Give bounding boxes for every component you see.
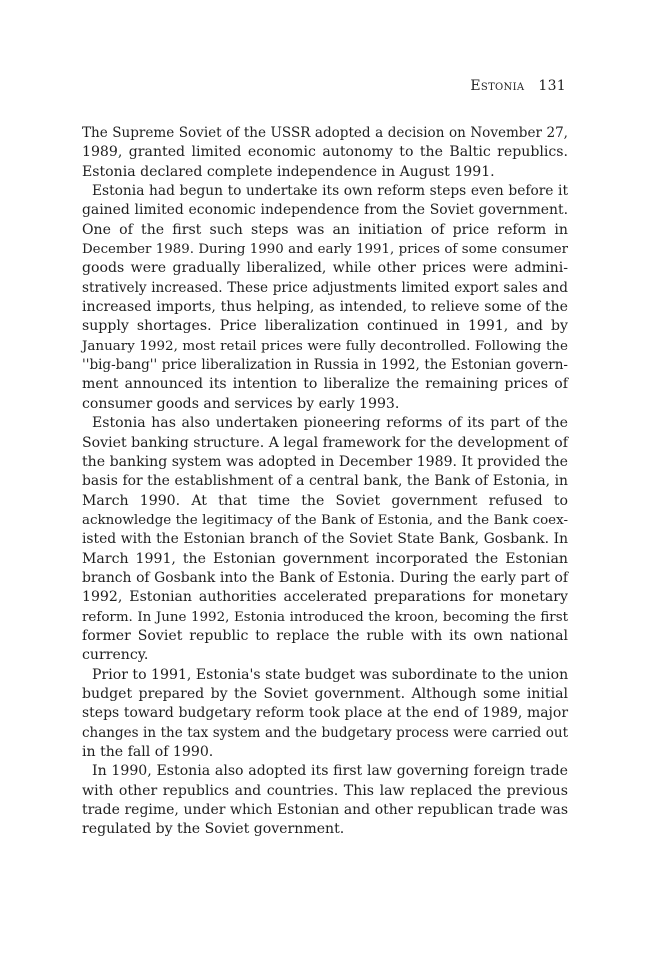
text-line: steps toward budgetary reform took place at the end of 1989, major	[82, 705, 568, 722]
text-line: Estonia declared complete independence in August 1991.	[82, 163, 495, 180]
text-line: supply shortages. Price liberalization continued in 1991, and by	[82, 318, 568, 335]
text-line: ment announced its intention to liberalize the remaining prices of	[82, 376, 568, 393]
text-line: The Supreme Soviet of the USSR adopted a decision on November 27,	[82, 125, 568, 141]
text-line: Prior to 1991, Estonia's state budget was subordinate to the union	[92, 666, 569, 683]
paragraph	[82, 762, 568, 839]
text-line: Estonia had begun to undertake its own reform steps even before it	[92, 183, 568, 200]
text-line: Estonia has also undertaken pioneering reforms of its part of the	[92, 415, 568, 432]
paragraph	[82, 414, 568, 665]
text-line: isted with the Estonian branch of the Soviet State Bank, Gosbank. In	[82, 531, 568, 548]
text-line: gained limited economic independence from the Soviet government.	[82, 202, 568, 219]
text-line: regulated by the Soviet government.	[82, 821, 345, 838]
text-line: with other republics and countries. This law replaced the previous	[82, 782, 568, 799]
text-line: changes in the tax system and the budgetary process were carried out	[82, 724, 568, 741]
paragraph	[82, 182, 568, 414]
text-line: goods were gradually liberalized, while other prices were admini-	[82, 260, 568, 277]
text-line: January 1992, most retail prices were fully decontrolled. Following the	[82, 338, 568, 354]
text-line: trade regime, under which Estonian and other republican trade was	[82, 802, 568, 819]
body-text	[82, 124, 568, 840]
text-line: stratively increased. These price adjustments limited export sales and	[82, 279, 568, 296]
text-line: ''big-bang'' price liberalization in Russia in 1992, the Estonian govern-	[82, 357, 568, 374]
text-line: the banking system was adopted in December 1989. It provided the	[82, 453, 568, 470]
paragraph	[82, 666, 568, 763]
text-line: reform. In June 1992, Estonia introduced the kroon, becoming the first	[82, 609, 568, 625]
running-head	[470, 78, 566, 94]
text-line: branch of Gosbank into the Bank of Estonia. During the early part of	[82, 569, 568, 586]
text-line: consumer goods and services by early 1993.	[82, 395, 400, 412]
text-line: in the fall of 1990.	[82, 744, 214, 760]
text-line: increased imports, thus helping, as intended, to relieve some of the	[82, 299, 568, 316]
text-line: March 1991, the Estonian government incorporated the Estonian	[82, 550, 568, 567]
text-line: basis for the establishment of a central bank, the Bank of Estonia, in	[82, 473, 568, 490]
page-number: 131	[538, 78, 566, 94]
text-line: 1992, Estonian authorities accelerated preparations for monetary	[82, 589, 568, 606]
text-line: 1989, granted limited economic autonomy to the Baltic republics.	[82, 144, 568, 161]
text-line: In 1990, Estonia also adopted its first law governing foreign trade	[92, 763, 568, 780]
text-line: budget prepared by the Soviet government. Although some initial	[82, 685, 568, 702]
running-head-title: Estonia	[470, 78, 525, 94]
text-line: Soviet banking structure. A legal framework for the development of	[82, 434, 568, 451]
paragraph	[82, 124, 568, 182]
text-line: December 1989. During 1990 and early 1991, prices of some consumer	[82, 242, 568, 258]
text-line: currency.	[82, 647, 149, 664]
text-line: acknowledge the legitimacy of the Bank of Estonia, and the Bank coex-	[82, 512, 568, 528]
text-line: March 1990. At that time the Soviet government refused to	[82, 492, 568, 509]
text-line: One of the first such steps was an initiation of price reform in	[82, 221, 568, 238]
text-line: former Soviet republic to replace the ruble with its own national	[82, 627, 568, 644]
